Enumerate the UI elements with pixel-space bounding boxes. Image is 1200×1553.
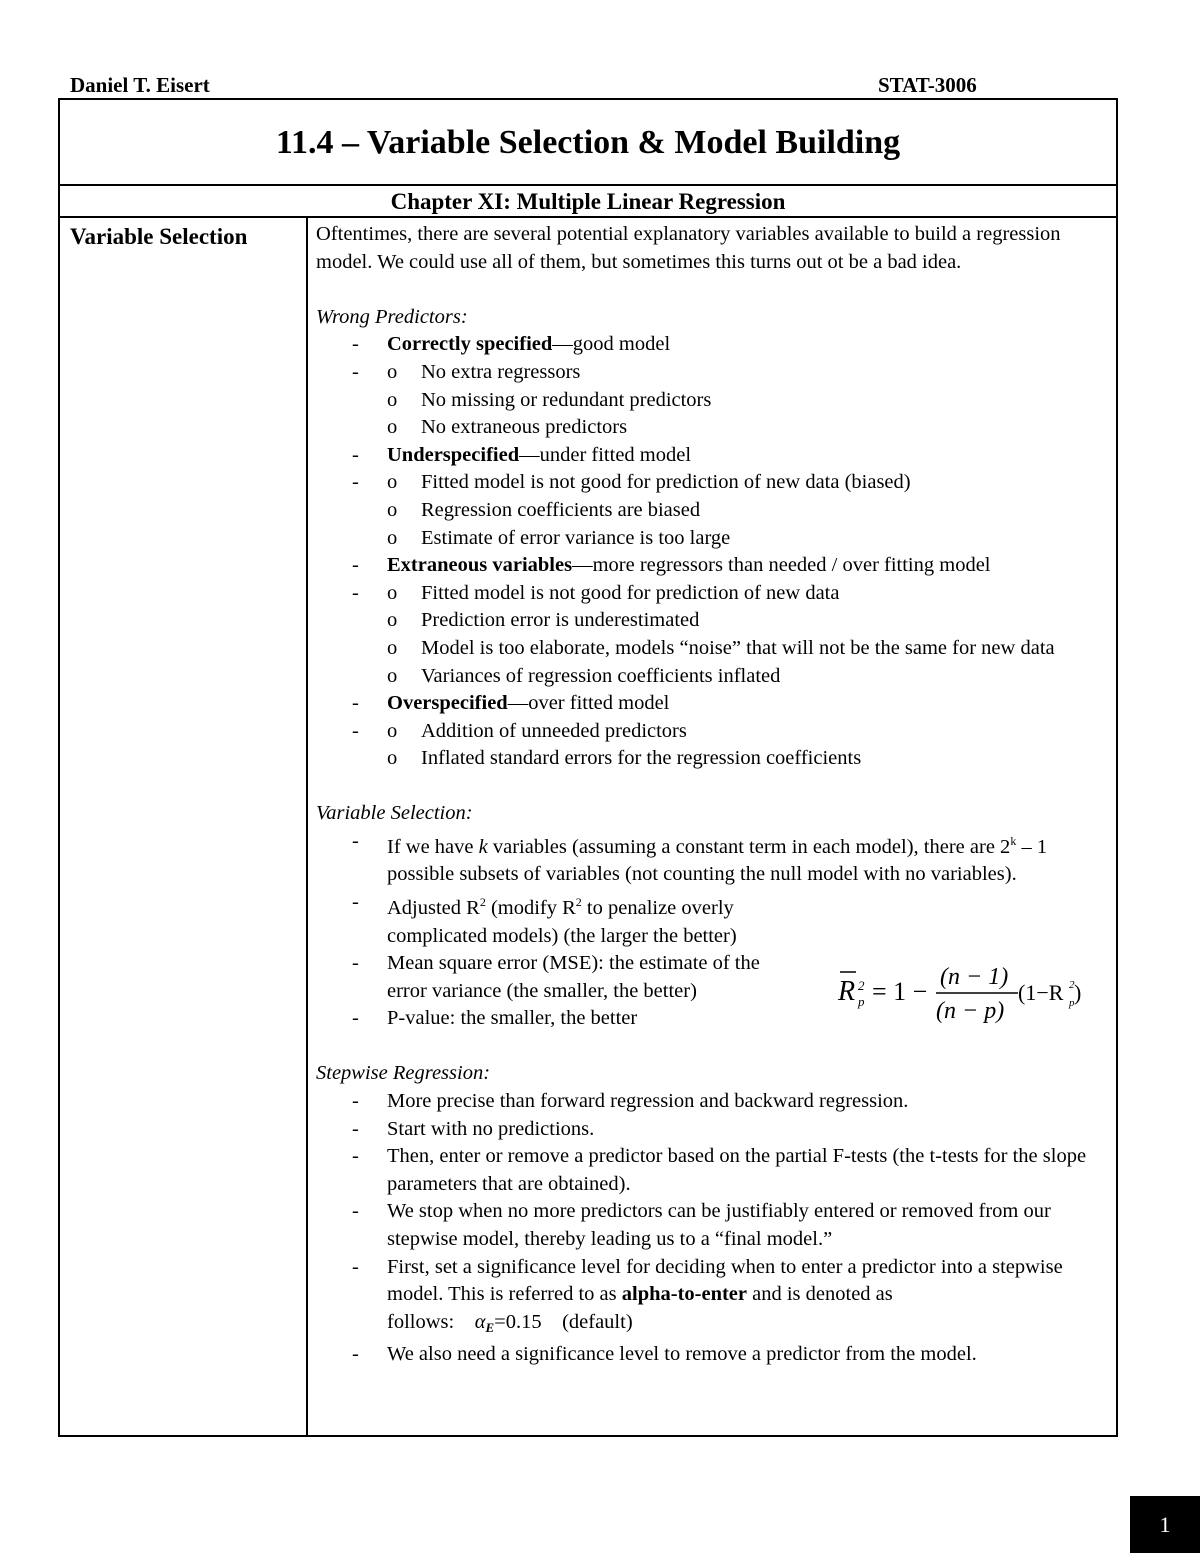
- superscript: k: [1010, 834, 1017, 849]
- course-code: STAT-3006: [878, 73, 977, 97]
- list-item: - Then, enter or remove a predictor based on the partial F-tests (the t-tests for the slope parameters that are obtained).: [316, 1143, 1108, 1198]
- page-title: 11.4 – Variable Selection & Model Building: [275, 124, 901, 161]
- term-overspecified: Overspecified: [387, 692, 508, 715]
- list-item: [316, 442, 1108, 470]
- list-item: [316, 331, 1108, 359]
- formula-lhs-sub: p: [858, 994, 865, 1009]
- text-run: to penalize overly complicated models) (the larger the better): [387, 896, 737, 947]
- term-desc: —over fitted model: [507, 692, 670, 715]
- term-underspecified: Underspecified: [387, 443, 520, 466]
- text-run: and is denoted as follows:: [387, 1283, 893, 1333]
- formula-lhs: R: [838, 976, 856, 1007]
- wrong-predictors-heading: Wrong Predictors:: [316, 305, 468, 328]
- list-item: - We also need a significance level to remove a predictor from the model.: [316, 1341, 1108, 1369]
- alpha-value: =0.15: [494, 1310, 542, 1333]
- sub-item: o No extraneous predictors: [351, 414, 1108, 442]
- formula-denominator: (n − p): [936, 998, 1005, 1024]
- alpha-subscript: E: [485, 1319, 495, 1335]
- alpha-to-enter-term: alpha-to-enter: [621, 1283, 748, 1306]
- formula-numerator: (n − 1): [940, 964, 1009, 990]
- text-run: variables (assuming a constant term in each model), there are 2: [487, 835, 1011, 858]
- list-item: [316, 552, 1108, 580]
- term-correctly-specified: Correctly specified: [387, 333, 553, 356]
- sub-list-container: [316, 359, 1108, 442]
- list-item: - Start with no predictions.: [316, 1116, 1108, 1144]
- sub-item: o Variances of regression coefficients inflated: [351, 663, 1108, 691]
- alpha-symbol: α: [474, 1310, 486, 1333]
- list-item: - More precise than forward regression and backward regression.: [316, 1088, 1108, 1116]
- formula-lhs-sup: 2: [858, 978, 865, 993]
- intro-paragraph: Oftentimes, there are several potential explanatory variables available to build a regression model. We could use all of them, but sometimes this turns out ot be a bad idea.: [316, 223, 1061, 273]
- list-item: [316, 1254, 1108, 1342]
- notes-table: [58, 216, 1118, 1437]
- list-item: - Mean square error (MSE): the estimate of the error variance (the smaller, the better): [316, 950, 787, 1005]
- text-run: Adjusted R: [387, 896, 480, 919]
- sub-item: o - Fitted model is not good for prediction of new data (biased): [351, 469, 1108, 497]
- superscript: 2: [479, 895, 486, 910]
- formula-eq: = 1 −: [872, 977, 928, 1006]
- text-run: – 1 possible subsets of variables (not counting the null model with no variables).: [387, 835, 1048, 886]
- list-item: [316, 889, 787, 950]
- stepwise-list: [316, 1088, 1108, 1369]
- term-extraneous-variables: Extraneous variables: [387, 554, 573, 577]
- sub-list-container: [316, 469, 1108, 552]
- text-run: If we have: [387, 835, 479, 858]
- sub-item: o - No extra regressors: [351, 359, 1108, 387]
- page-number: 1: [1130, 1496, 1200, 1553]
- sub-item: o Prediction error is underestimated: [351, 607, 1108, 635]
- variable-k: k: [478, 835, 488, 858]
- formula-tail-sub: p: [1069, 997, 1075, 1009]
- list-item: - We stop when no more predictors can be justifiably entered or removed from our stepwise model, thereby leading us to a “final model.”: [316, 1198, 1108, 1253]
- formula-tail-close: ): [1074, 980, 1082, 1005]
- notes-content: [316, 221, 1108, 1369]
- text-run: First, set a significance level for deciding when to enter a predictor into a stepwise model. This is referred to as: [387, 1255, 1063, 1306]
- stepwise-heading: Stepwise Regression:: [316, 1062, 491, 1085]
- sub-list-container: [316, 718, 1108, 773]
- wrong-predictors-list: [316, 331, 1108, 773]
- sub-item: o No missing or redundant predictors: [351, 387, 1108, 415]
- title-cell: [58, 98, 1118, 186]
- sub-item: o Estimate of error variance is too large: [351, 525, 1108, 553]
- chapter-heading: Chapter XI: Multiple Linear Regression: [58, 184, 1118, 217]
- sub-item: o - Addition of unneeded predictors: [351, 718, 1108, 746]
- sub-item: o Inflated standard errors for the regression coefficients: [351, 745, 1108, 773]
- list-item: [316, 828, 1108, 889]
- list-item: [316, 690, 1108, 718]
- sub-item: o Model is too elaborate, models “noise” that will not be the same for new data: [351, 635, 1108, 663]
- sub-item: o - Fitted model is not good for prediction of new data: [351, 580, 1108, 608]
- author-name: Daniel T. Eisert: [70, 73, 210, 97]
- sub-list-container: [316, 580, 1108, 690]
- alpha-note: (default): [562, 1310, 633, 1333]
- term-desc: —good model: [552, 333, 671, 356]
- formula-tail: (1−R: [1018, 980, 1064, 1005]
- list-item: - P-value: the smaller, the better: [316, 1005, 1108, 1033]
- term-desc: —more regressors than needed / over fitting model: [572, 554, 991, 577]
- variable-selection-heading: Variable Selection:: [316, 802, 473, 825]
- section-label: Variable Selection: [70, 224, 248, 249]
- adjusted-r2-formula: [780, 956, 1080, 1030]
- term-desc: —under fitted model: [519, 443, 692, 466]
- topic-column: [60, 218, 308, 1435]
- text-run: (modify R: [485, 896, 576, 919]
- sub-item: o Regression coefficients are biased: [351, 497, 1108, 525]
- superscript: 2: [575, 895, 582, 910]
- formula-tail-sup: 2: [1069, 979, 1075, 991]
